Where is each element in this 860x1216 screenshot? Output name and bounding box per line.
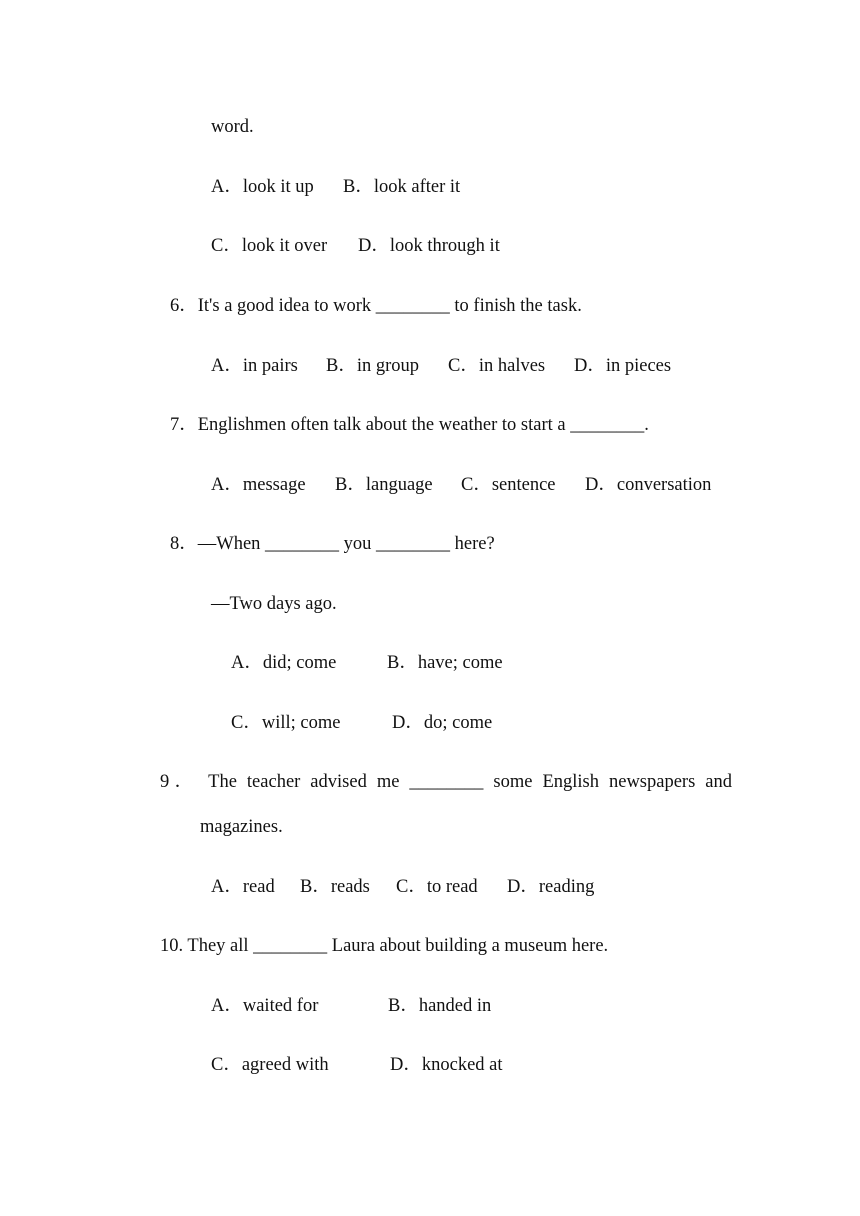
- q5-option-a: A．look it up: [211, 177, 314, 197]
- q6-option-d: D．in pieces: [574, 356, 672, 376]
- q8-option-c: C．will; come: [231, 713, 341, 733]
- q9-option-b: B．reads: [300, 877, 370, 897]
- q8-option-d: D．do; come: [392, 713, 493, 733]
- q9-option-c: C．to read: [396, 877, 478, 897]
- q7-option-b: B．language: [335, 475, 433, 495]
- q8-stem: 8．—When ________ you ________ here?: [170, 534, 495, 554]
- q8-option-b: B．have; come: [387, 653, 503, 673]
- q10-stem: 10. They all ________ Laura about building a museum here.: [160, 936, 609, 956]
- q10-option-b: B．handed in: [388, 996, 492, 1016]
- q9-stem-line-2: magazines.: [200, 817, 283, 837]
- q9-option-a: A．read: [211, 877, 275, 897]
- q9-option-d: D．reading: [507, 877, 595, 897]
- q10-option-d: D．knocked at: [390, 1055, 503, 1075]
- q6-stem: 6．It's a good idea to work ________ to finish the task.: [170, 296, 582, 316]
- q7-stem: 7．Englishmen often talk about the weather to start a ________.: [170, 415, 649, 435]
- q5-option-d: D．look through it: [358, 236, 500, 256]
- q7-option-c: C．sentence: [461, 475, 556, 495]
- q5-stem-continuation: word.: [211, 117, 254, 137]
- q9-stem-line-1: 9． The teacher advised me ________ some English newspapers and: [160, 772, 732, 792]
- q6-option-a: A．in pairs: [211, 356, 298, 376]
- q7-option-d: D．conversation: [585, 475, 712, 495]
- q8-reply: —Two days ago.: [211, 594, 337, 614]
- q10-option-a: A．waited for: [211, 996, 319, 1016]
- q6-option-c: C．in halves: [448, 356, 546, 376]
- q5-option-b: B．look after it: [343, 177, 461, 197]
- q5-option-c: C．look it over: [211, 236, 328, 256]
- q10-option-c: C．agreed with: [211, 1055, 329, 1075]
- q8-option-a: A．did; come: [231, 653, 337, 673]
- q6-option-b: B．in group: [326, 356, 420, 376]
- q7-option-a: A．message: [211, 475, 306, 495]
